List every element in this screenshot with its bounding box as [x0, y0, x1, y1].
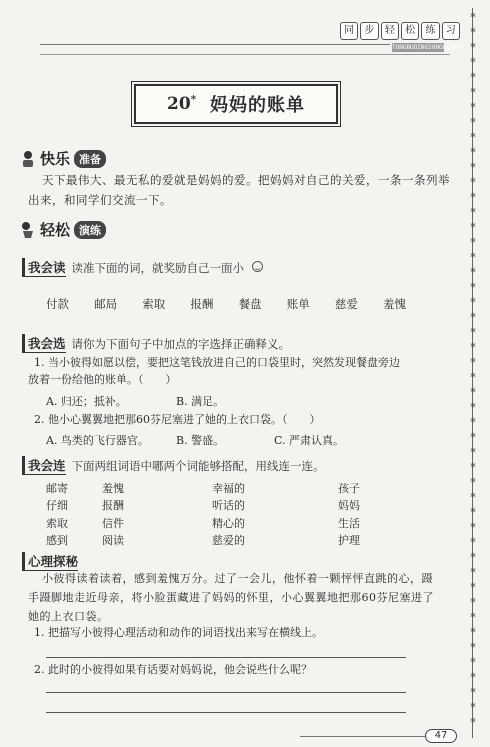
side-mark: * — [470, 296, 476, 309]
side-mark: * — [470, 101, 476, 114]
footer-rule — [300, 736, 425, 737]
side-mark: * — [470, 656, 476, 669]
side-mark: * — [470, 86, 476, 99]
side-mark: * — [470, 686, 476, 699]
side-mark: * — [470, 716, 476, 729]
side-mark: * — [470, 386, 476, 399]
section-heading-a: 快乐 — [40, 150, 71, 168]
side-mark: * — [470, 401, 476, 414]
series-char: 同 — [340, 22, 358, 40]
option-a[interactable]: A. 鸟类的飞行器官。 — [46, 434, 149, 447]
psych-line-1: 小彼得读着读着，感到羞愧万分。过了一会儿，他怀着一颗怦怦直跳的心，蹑 — [42, 572, 433, 585]
page-number: 47 — [425, 729, 457, 743]
match-word[interactable]: 精心的 — [212, 516, 245, 530]
side-mark: * — [470, 116, 476, 129]
read-word: 餐盘 — [238, 297, 262, 311]
side-mark: * — [470, 161, 476, 174]
side-mark: * — [470, 506, 476, 519]
match-word[interactable]: 羞愧 — [102, 481, 124, 495]
side-mark: * — [470, 641, 476, 654]
side-mark: * — [470, 71, 476, 84]
side-mark: * — [470, 446, 476, 459]
side-mark: * — [470, 56, 476, 69]
choose-q1-options — [46, 393, 224, 409]
reading-kid-icon — [20, 150, 36, 168]
answer-line[interactable] — [46, 692, 406, 693]
read-task-header — [22, 258, 263, 277]
read-instruction: 读准下面的词，就奖励自己一面小 — [71, 261, 245, 275]
side-mark: * — [470, 416, 476, 429]
side-mark: * — [470, 371, 476, 384]
read-word-list — [46, 296, 406, 312]
side-mark: * — [470, 701, 476, 714]
option-b[interactable]: B. 满足。 — [176, 395, 225, 408]
side-mark: * — [470, 11, 476, 24]
choose-task-header — [22, 334, 290, 353]
read-word: 羞愧 — [382, 297, 406, 311]
match-task-header — [22, 456, 325, 475]
side-mark: * — [470, 476, 476, 489]
read-word: 索取 — [142, 297, 166, 311]
side-mark: * — [470, 536, 476, 549]
side-mark: * — [470, 191, 476, 204]
intro-line-1: 天下最伟大、最无私的爱就是妈妈的爱。把妈妈对自己的关爱，一条一条列举 — [42, 173, 450, 187]
side-mark: * — [470, 356, 476, 369]
lesson-title: 妈妈的账单 — [209, 95, 305, 116]
option-c[interactable]: C. 严肃认真。 — [274, 434, 345, 447]
read-word: 慈爱 — [334, 297, 358, 311]
section-heading-b: 演练 — [74, 221, 106, 239]
match-row — [46, 479, 426, 497]
option-b[interactable]: B. 警盛。 — [176, 434, 225, 447]
side-mark: * — [470, 626, 476, 639]
side-mark: * — [470, 221, 476, 234]
series-banner — [340, 22, 460, 42]
match-word[interactable]: 索取 — [46, 516, 68, 530]
match-row — [46, 497, 426, 515]
choose-instruction: 请你为下面句子中加点的字选择正确释义。 — [71, 337, 291, 351]
psych-q1: 1. 把描写小彼得心理活动和动作的词语找出来写在横线上。 — [34, 626, 323, 639]
side-mark: * — [470, 461, 476, 474]
choose-q2-line[interactable]: 2. 他小心翼翼地把那60芬尼塞进了她的上衣口袋。（ ） — [34, 413, 321, 426]
side-mark: * — [470, 431, 476, 444]
match-word[interactable]: 幸福的 — [212, 481, 245, 495]
psych-label: 心理探秘 — [22, 552, 78, 571]
section-heading-a: 轻松 — [40, 221, 71, 239]
match-grid — [46, 479, 426, 549]
side-mark: * — [470, 176, 476, 189]
side-mark: * — [470, 521, 476, 534]
psych-line-3: 她的上衣口袋。 — [28, 610, 109, 623]
match-word[interactable]: 慈爱的 — [212, 534, 245, 548]
match-word[interactable]: 护理 — [338, 534, 360, 548]
series-char: 习 — [442, 22, 460, 40]
match-word[interactable]: 邮寄 — [46, 481, 68, 495]
psych-q2: 2. 此时的小彼得如果有话要对妈妈说，他会说些什么呢？ — [34, 663, 312, 676]
section-heading-b: 准备 — [74, 150, 106, 168]
side-mark: * — [470, 26, 476, 39]
read-label: 我会读 — [22, 258, 66, 277]
side-mark: * — [470, 41, 476, 54]
side-mark: * — [470, 596, 476, 609]
series-char: 步 — [360, 22, 378, 40]
match-word[interactable]: 阅读 — [102, 534, 124, 548]
section-happy-prep — [20, 148, 106, 169]
match-word[interactable]: 报酬 — [102, 499, 124, 513]
match-word[interactable]: 生活 — [338, 516, 360, 530]
lesson-title-box — [134, 84, 338, 124]
match-word[interactable]: 感到 — [46, 534, 68, 548]
side-mark: * — [470, 326, 476, 339]
psych-line-2: 手蹑脚地走近母亲，将小脸蛋藏进了妈妈的怀里，小心翼翼地把那60芬尼塞进了 — [28, 591, 434, 604]
match-instruction: 下面两组词语中哪两个词能够搭配，用线连一连。 — [71, 459, 325, 473]
smiley-icon — [252, 261, 263, 272]
read-word: 付款 — [46, 297, 69, 311]
side-mark: * — [470, 341, 476, 354]
series-sub-label: TONGBUQINGSONGLIANXI — [392, 44, 465, 51]
lesson-number: 20* — [167, 94, 196, 114]
series-char: 练 — [421, 22, 439, 40]
side-mark: * — [470, 311, 476, 324]
side-mark: * — [470, 551, 476, 564]
side-mark: * — [470, 491, 476, 504]
choose-q2-options — [46, 432, 344, 448]
side-mark: * — [470, 236, 476, 249]
match-row — [46, 532, 426, 550]
intro-line-2: 出来，和同学们交流一下。 — [28, 193, 172, 207]
choose-label: 我会选 — [22, 334, 66, 353]
side-mark: * — [470, 581, 476, 594]
running-kid-icon — [20, 221, 36, 239]
match-word[interactable]: 孩子 — [338, 481, 360, 495]
match-word[interactable]: 信件 — [102, 516, 124, 530]
side-decoration — [463, 8, 483, 738]
read-word: 报酬 — [190, 297, 214, 311]
side-mark: * — [470, 131, 476, 144]
side-mark: * — [470, 206, 476, 219]
series-char: 松 — [401, 22, 419, 40]
side-mark: * — [470, 281, 476, 294]
header-rule — [40, 44, 390, 45]
side-mark: * — [470, 611, 476, 624]
match-word[interactable]: 听话的 — [212, 499, 245, 513]
choose-q1-line2[interactable]: 放着一份给他的账单。（ ） — [28, 373, 177, 386]
option-a[interactable]: A. 归还；抵补。 — [46, 395, 127, 408]
header-rule-lower — [40, 54, 450, 55]
match-label: 我会连 — [22, 456, 66, 475]
side-mark: * — [470, 671, 476, 684]
match-word[interactable]: 仔细 — [46, 499, 68, 513]
choose-q1-line1: 1. 当小彼得如愿以偿，要把这笔钱放进自己的口袋里时，突然发现餐盘旁边 — [34, 356, 400, 369]
section-easy-practice — [20, 219, 106, 240]
answer-line[interactable] — [46, 657, 406, 658]
side-mark: * — [470, 266, 476, 279]
answer-line[interactable] — [46, 712, 406, 713]
match-row — [46, 514, 426, 532]
side-mark: * — [470, 146, 476, 159]
read-word: 邮局 — [94, 297, 118, 311]
side-mark: * — [470, 251, 476, 264]
match-word[interactable]: 妈妈 — [338, 499, 360, 513]
side-mark: * — [470, 566, 476, 579]
read-word: 账单 — [286, 297, 310, 311]
series-char: 轻 — [381, 22, 399, 40]
